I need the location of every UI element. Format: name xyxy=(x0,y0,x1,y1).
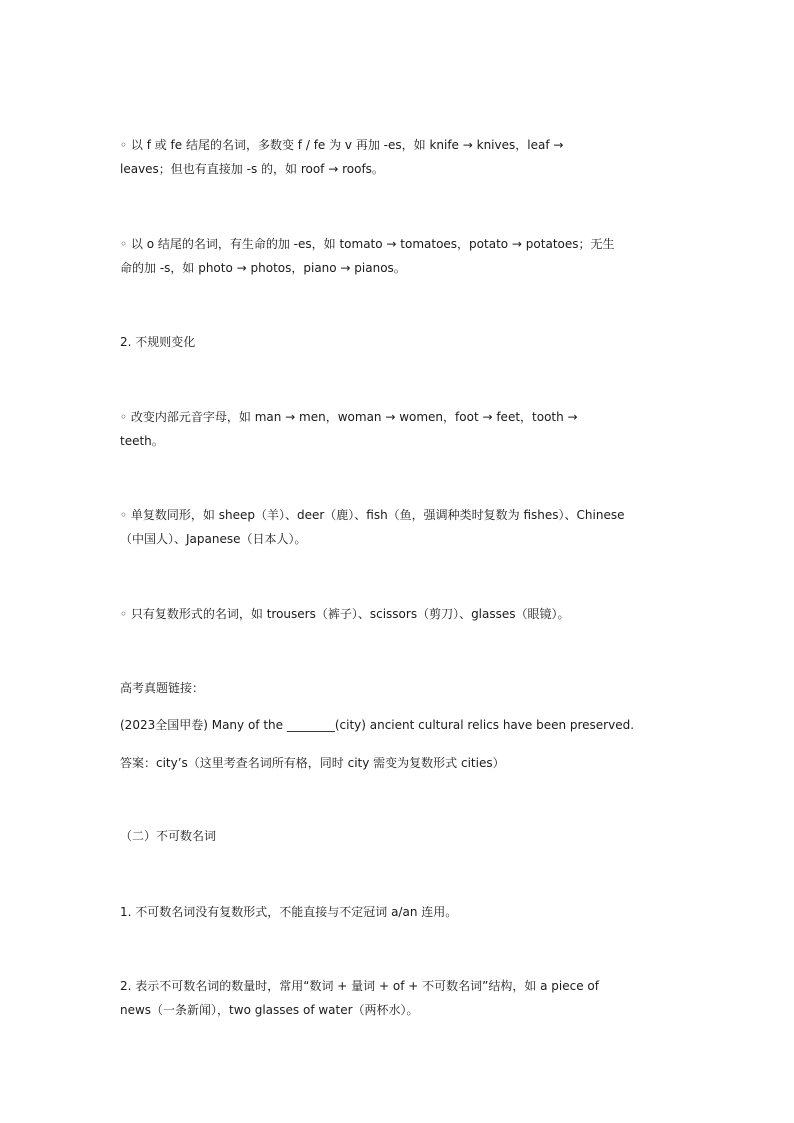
section-heading-uncountable xyxy=(120,824,676,848)
line: 高考真题链接： xyxy=(120,681,205,695)
line: 2. 表示不可数名词的数量时，常用“数词 + 量词 + of + 不可数名词”结构，如 a piece of xyxy=(120,979,599,993)
uncountable-rule-2 xyxy=(120,974,676,1022)
exam-link-heading xyxy=(120,676,676,700)
line: ◦ 改变内部元音字母，如 man → men，woman → women，foot → feet，tooth → xyxy=(120,410,578,424)
line: 答案：city’s（这里考查名词所有格，同时 city 需变为复数形式 cities） xyxy=(120,756,505,770)
line: 命的加 -s，如 photo → photos，piano → pianos。 xyxy=(120,261,406,275)
line: ◦ 以 o 结尾的名词，有生命的加 -es，如 tomato → tomatoes，potato → potatoes；无生 xyxy=(120,237,615,251)
rule-same-form xyxy=(120,503,676,551)
line: ◦ 单复数同形，如 sheep（羊）、deer（鹿）、fish（鱼，强调种类时复数为 fishes）、Chinese xyxy=(120,508,625,522)
line: 1. 不可数名词没有复数形式，不能直接与不定冠词 a/an 连用。 xyxy=(120,905,458,919)
rule-vowel-change xyxy=(120,405,676,453)
exam-answer xyxy=(120,751,676,775)
rule-f-fe-ending xyxy=(120,133,676,181)
line: ◦ 只有复数形式的名词，如 trousers（裤子）、scissors（剪刀）、glasses（眼镜）。 xyxy=(120,607,570,621)
rule-o-ending xyxy=(120,232,676,280)
exam-question xyxy=(120,713,676,737)
line: 2. 不规则变化 xyxy=(120,335,196,349)
line: （二）不可数名词 xyxy=(120,829,217,843)
line: (2023全国甲卷) Many of the ________(city) ancient cultural relics have been preserved. xyxy=(120,718,635,732)
uncountable-rule-1 xyxy=(120,900,676,924)
line: news（一条新闻），two glasses of water（两杯水）。 xyxy=(120,1003,419,1017)
section-heading-irregular xyxy=(120,330,676,354)
rule-plural-only xyxy=(120,602,676,626)
line: leaves；但也有直接加 -s 的，如 roof → roofs。 xyxy=(120,162,384,176)
line: teeth。 xyxy=(120,434,164,448)
line: ◦ 以 f 或 fe 结尾的名词，多数变 f / fe 为 v 再加 -es，如 knife → knives，leaf → xyxy=(120,138,564,152)
line: （中国人）、Japanese（日本人）。 xyxy=(120,532,307,546)
